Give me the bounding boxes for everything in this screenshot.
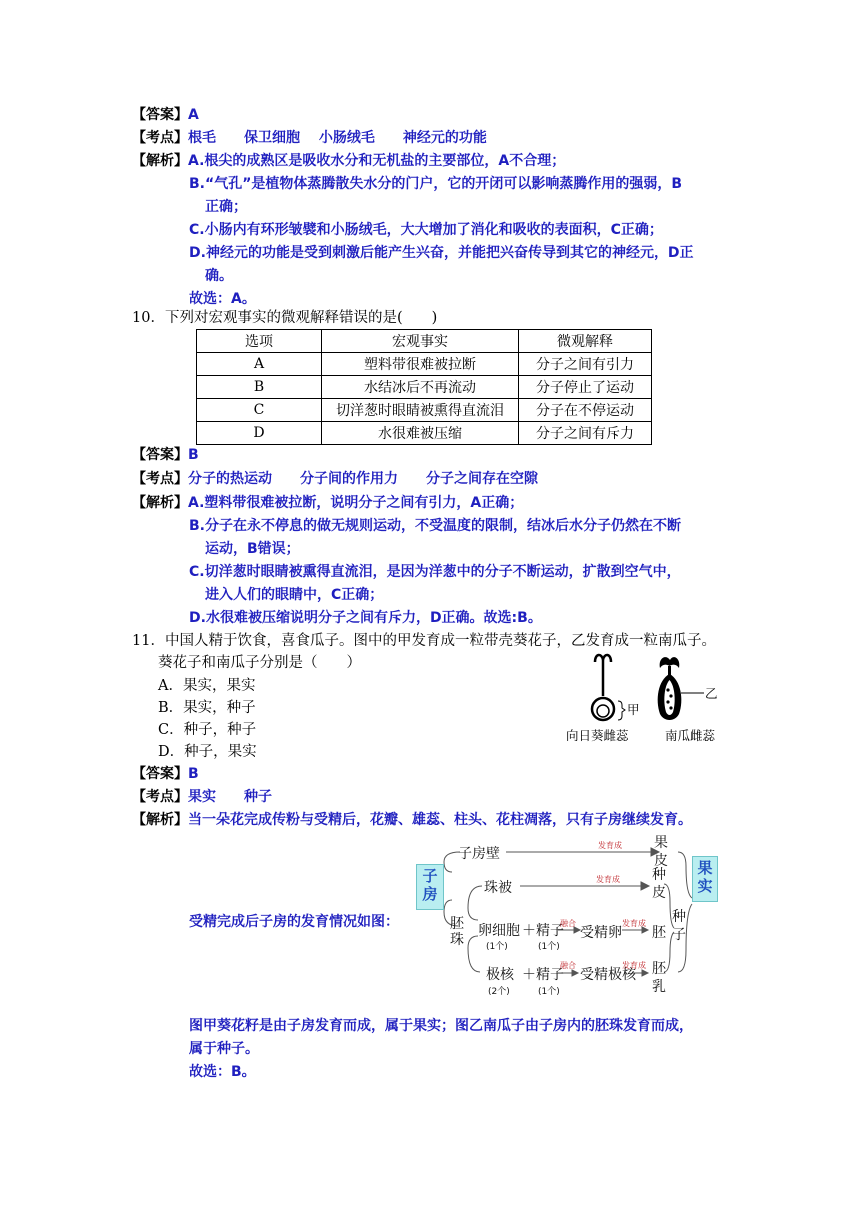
table-cell: A <box>197 353 322 376</box>
q9-point-line <box>132 128 487 148</box>
sperm-label: 精子 <box>536 967 564 983</box>
answer-tag: 【答案】 <box>132 766 188 782</box>
point-tag: 【考点】 <box>132 130 188 146</box>
develop-label: 发育成 <box>598 841 622 850</box>
table-row <box>197 376 652 399</box>
q11-analysis-tail-2: 属于种子。 <box>189 1041 259 1057</box>
table-header: 选项 <box>197 330 322 353</box>
q11-analysis-1: 当一朵花完成传粉与受精后，花瓣、雄蕊、柱头、花柱凋落，只有子房继续发育。 <box>188 812 692 828</box>
q9-answer-line <box>132 105 199 125</box>
table-cell: 分子在不停运动 <box>519 399 652 422</box>
q10-analysis-c: C.切洋葱时眼睛被熏得直流泪，是因为洋葱中的分子不断运动，扩散到空气中， <box>189 564 681 580</box>
table-cell: B <box>197 376 322 399</box>
ovule-label: 胚珠 <box>450 916 464 948</box>
analysis-tag: 【解析】 <box>132 495 188 511</box>
seed-label: 种子 <box>672 909 686 943</box>
develop-label: 发育成 <box>622 919 646 928</box>
pistil-figure <box>580 650 750 730</box>
q10-stem: 10．下列对宏观事实的微观解释错误的是( ) <box>132 310 438 326</box>
q11-analysis-line <box>132 810 692 830</box>
q9-analysis-d-cont: 确。 <box>205 268 233 284</box>
answer-tag: 【答案】 <box>132 107 188 123</box>
develop-label: 发育成 <box>596 875 620 884</box>
q10-point-line <box>132 469 538 489</box>
q9-analysis-d: D.神经元的功能是受到刺激后能产生兴奋，并能把兴奋传导到其它的神经元，D正 <box>189 245 694 261</box>
q11-analysis-tail-1: 图甲葵花籽是由子房发育而成，属于果实；图乙南瓜子由子房内的胚珠发育而成， <box>189 1018 693 1034</box>
table-cell: 切洋葱时眼睛被熏得直流泪 <box>322 399 519 422</box>
q9-analysis-c: C.小肠内有环形皱襞和小肠绒毛，大大增加了消化和吸收的表面积，C正确； <box>189 222 663 238</box>
egg-cell-label: 卵细胞 <box>478 923 520 939</box>
fuse-label: 融合 <box>560 961 576 970</box>
q9-analysis-a: A.根尖的成熟区是吸收水分和无机盐的主要部位，A不合理； <box>188 153 566 169</box>
figure-label-yi: 乙 <box>705 686 718 701</box>
embryo-label: 胚 <box>652 925 666 941</box>
figure-caption-pumpkin: 南瓜雌蕊 <box>665 728 716 743</box>
table-header: 微观解释 <box>519 330 652 353</box>
table-cell: 分子之间有斥力 <box>519 422 652 445</box>
table-cell: 分子之间有引力 <box>519 353 652 376</box>
q10-analysis-c-cont: 进入人们的眼睛中，C正确； <box>205 587 384 603</box>
q10-answer: B <box>188 447 199 463</box>
table-cell: 水结冰后不再流动 <box>322 376 519 399</box>
q11-point: 果实 种子 <box>188 789 272 805</box>
q11-stem: 11．中国人精于饮食，喜食瓜子。图中的甲发育成一粒带壳葵花子，乙发育成一粒南瓜子。 <box>132 633 716 649</box>
q10-analysis-d: D.水很难被压缩说明分子之间有斥力，D正确。故选:B。 <box>189 610 542 626</box>
q9-answer: A <box>188 107 199 123</box>
sperm-count: (1个) <box>538 942 560 952</box>
sperm-label: 精子 <box>536 923 564 939</box>
sperm-count: (1个) <box>538 987 560 997</box>
table-cell: 塑料带很难被拉断 <box>322 353 519 376</box>
polar-count: (2个) <box>488 987 510 997</box>
diagram-intro: 受精完成后子房的发育情况如图： <box>189 914 399 930</box>
table-row <box>197 422 652 445</box>
table-cell: 分子停止了运动 <box>519 376 652 399</box>
figure-label-jia: 甲 <box>627 702 640 717</box>
q9-analysis-b: B.“气孔”是植物体蒸腾散失水分的门户，它的开闭可以影响蒸腾作用的强弱，B <box>189 176 683 192</box>
q11-option-d: D．种子，果实 <box>158 744 257 760</box>
answer-tag: 【答案】 <box>132 447 188 463</box>
pumpkin-pistil-drawing <box>658 657 704 720</box>
q10-analysis-b: B.分子在永不停息的做无规则运动，不受温度的限制，结冰后水分子仍然在不断 <box>189 518 681 534</box>
q11-point-line <box>132 787 272 807</box>
plus-sign: ＋ <box>522 923 536 939</box>
q10-point: 分子的热运动 分子间的作用力 分子之间存在空隙 <box>188 471 538 487</box>
zygote-label: 受精卵 <box>580 925 622 941</box>
q10-analysis-a: A.塑料带很难被拉断，说明分子之间有引力，A正确； <box>188 495 524 511</box>
seed-coat-label: 种皮 <box>652 867 666 901</box>
sunflower-pistil-drawing <box>592 655 625 720</box>
polar-nuclei-label: 极核 <box>486 967 514 983</box>
table-cell: D <box>197 422 322 445</box>
develop-label: 发育成 <box>622 961 646 970</box>
egg-count: (1个) <box>486 942 508 952</box>
q11-answer-line <box>132 764 199 784</box>
pericarp-label: 果皮 <box>654 835 668 869</box>
q10-answer-line <box>132 445 199 465</box>
fruit-box: 果实 <box>692 856 718 902</box>
q11-answer: B <box>188 766 199 782</box>
q9-analysis-line <box>132 151 565 171</box>
point-tag: 【考点】 <box>132 471 188 487</box>
table-cell: C <box>197 399 322 422</box>
table-header: 宏观事实 <box>322 330 519 353</box>
q11-option-b: B．果实，种子 <box>158 700 256 716</box>
table-cell: 水很难被压缩 <box>322 422 519 445</box>
fuse-label: 融合 <box>560 919 576 928</box>
point-tag: 【考点】 <box>132 789 188 805</box>
table-header-row <box>197 330 652 353</box>
analysis-tag: 【解析】 <box>132 812 188 828</box>
ovary-wall-label: 子房壁 <box>458 846 500 862</box>
table-row <box>197 353 652 376</box>
ovary-box: 子房 <box>416 864 444 910</box>
ovary-development-diagram <box>416 832 722 1010</box>
q9-conclusion: 故选：A。 <box>189 291 256 307</box>
plus-sign: ＋ <box>522 967 536 983</box>
fertilized-polar-label: 受精极核 <box>580 967 636 983</box>
analysis-tag: 【解析】 <box>132 153 188 169</box>
q9-analysis-b-cont: 正确； <box>205 199 247 215</box>
table-row <box>197 399 652 422</box>
integument-label: 珠被 <box>484 880 512 896</box>
q11-option-c: C．种子，种子 <box>158 722 257 738</box>
q11-conclusion: 故选：B。 <box>189 1064 256 1080</box>
figure-caption-sunflower: 向日葵雌蕊 <box>566 728 629 743</box>
q11-stem-cont: 葵花子和南瓜子分别是（ ） <box>158 655 361 671</box>
q10-analysis-line <box>132 493 523 513</box>
endosperm-label: 胚乳 <box>652 961 666 995</box>
q11-option-a: A．果实，果实 <box>158 678 256 694</box>
q10-table <box>196 329 652 445</box>
q9-point: 根毛 保卫细胞 小肠绒毛 神经元的功能 <box>188 130 487 146</box>
q10-analysis-b-cont: 运动，B错误； <box>205 541 300 557</box>
